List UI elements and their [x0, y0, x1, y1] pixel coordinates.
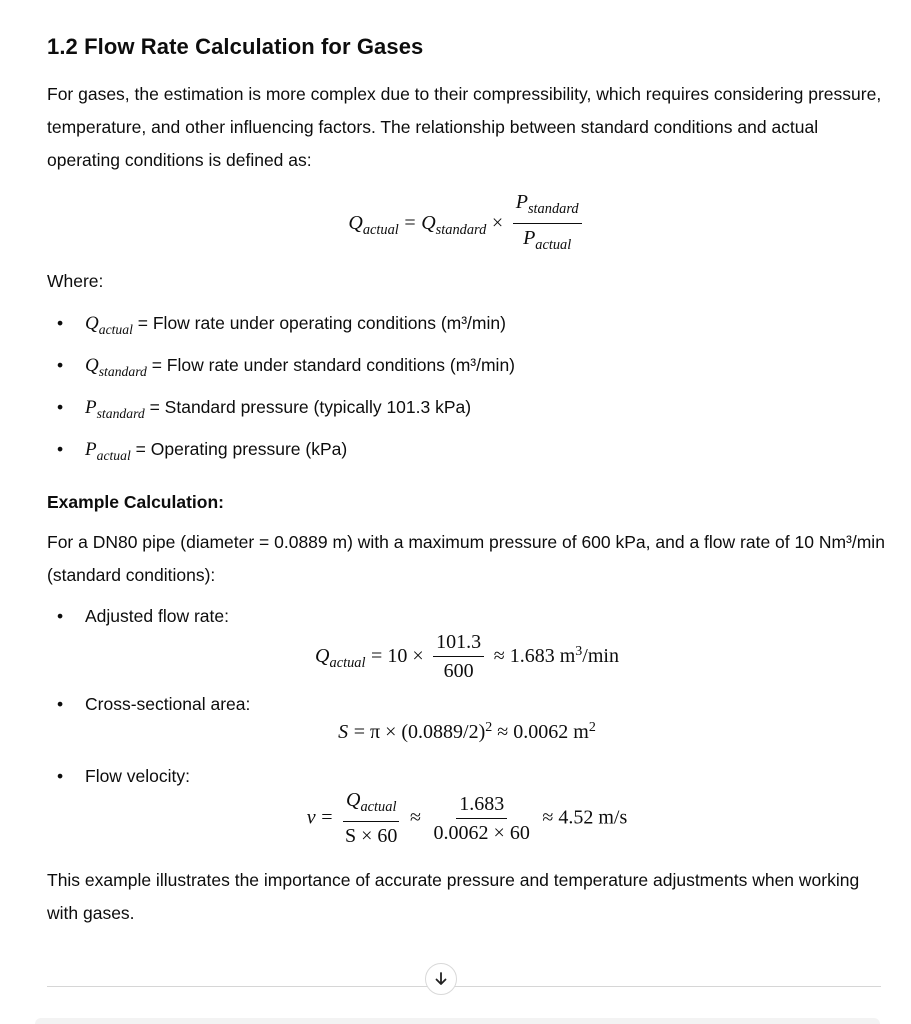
composer-edge — [35, 1018, 880, 1024]
formula-fraction — [513, 190, 582, 257]
fraction: $\frac{1.683}{0.0062 \times 60}$ — [433, 792, 530, 844]
step-cross-section — [47, 688, 250, 721]
formula-equals: = — [404, 211, 416, 234]
section-title: 1.2 Flow Rate Calculation for Gases — [47, 34, 424, 59]
bullet-icon: • — [57, 766, 64, 786]
definition-item — [47, 432, 515, 474]
definition-text: = Flow rate under standard conditions (m³/min) — [146, 355, 516, 375]
bullet-icon: • — [57, 606, 64, 626]
equation-cross-section: $S = \pi \times (0.0889/2)^2 \approx 0.0062$ $m^2$ — [338, 720, 596, 743]
step-label: Adjusted flow rate: — [85, 606, 229, 626]
where-label: Where: — [47, 271, 104, 291]
equation-adjusted-flow: $Q_{actual} = 10$ × $\frac{101.3}{600}$ ≈ 1.683 $m^3/\min$ — [315, 631, 619, 682]
formula-q-standard: $Q_{standard}$ — [421, 211, 487, 238]
step-adjusted-flow — [47, 600, 229, 633]
fraction: $\frac{101.3}{600}$ — [433, 630, 484, 683]
definition-text: = Standard pressure (typically 101.3 kPa) — [144, 397, 472, 417]
bullet-icon: • — [57, 397, 64, 417]
divider — [47, 986, 881, 987]
definition-item — [47, 348, 515, 390]
intro-paragraph: For gases, the estimation is more complex due to their compressibility, which requires considering pressure, temperature, and other influencing factors. The relationship between standard conditions and actual operating conditions is defined as: — [47, 84, 882, 170]
definition-symbol: $P_{standard}$ — [85, 397, 145, 421]
definition-item — [47, 306, 515, 348]
formula-denominator: $P_{actual}$ — [523, 227, 572, 254]
bullet-icon: • — [57, 694, 64, 714]
example-heading: Example Calculation: — [47, 492, 224, 512]
definition-symbol: $Q_{actual}$ — [85, 313, 133, 337]
arrow-down-icon — [433, 971, 449, 987]
definition-list — [47, 306, 515, 474]
formula-numerator: $P_{standard}$ — [513, 190, 582, 224]
equation-flow-velocity: v = $\frac{Q_{actual}}{S \times 60}$ ≈ $\frac{1.683}{0.0062 \times 60}$ ≈ 4.52 m/s — [306, 789, 628, 848]
bullet-icon: • — [57, 313, 64, 333]
definition-item — [47, 390, 515, 432]
definition-text: = Flow rate under operating conditions (m³/min) — [132, 313, 506, 333]
outro-paragraph: This example illustrates the importance of accurate pressure and temperature adjustments when working with gases. — [47, 870, 860, 923]
fraction: $\frac{Q_{actual}}{S \times 60}$ — [342, 788, 400, 848]
bullet-icon: • — [57, 355, 64, 375]
definition-symbol: $Q_{standard}$ — [85, 355, 147, 379]
formula-times: × — [491, 211, 504, 234]
definition-text: = Operating pressure (kPa) — [130, 439, 348, 459]
example-intro: For a DN80 pipe (diameter = 0.0889 m) with a maximum pressure of 600 kPa, and a flow rate of 10 Nm³/min (standard conditions): — [47, 532, 885, 585]
scroll-to-bottom-button[interactable] — [425, 963, 457, 995]
main-formula — [47, 190, 887, 257]
formula-lhs: $Q_{actual}$ — [348, 211, 399, 238]
bullet-icon: • — [57, 439, 64, 459]
step-label: Flow velocity: — [85, 766, 191, 786]
definition-symbol: $P_{actual}$ — [85, 439, 131, 463]
step-label: Cross-sectional area: — [85, 694, 251, 714]
